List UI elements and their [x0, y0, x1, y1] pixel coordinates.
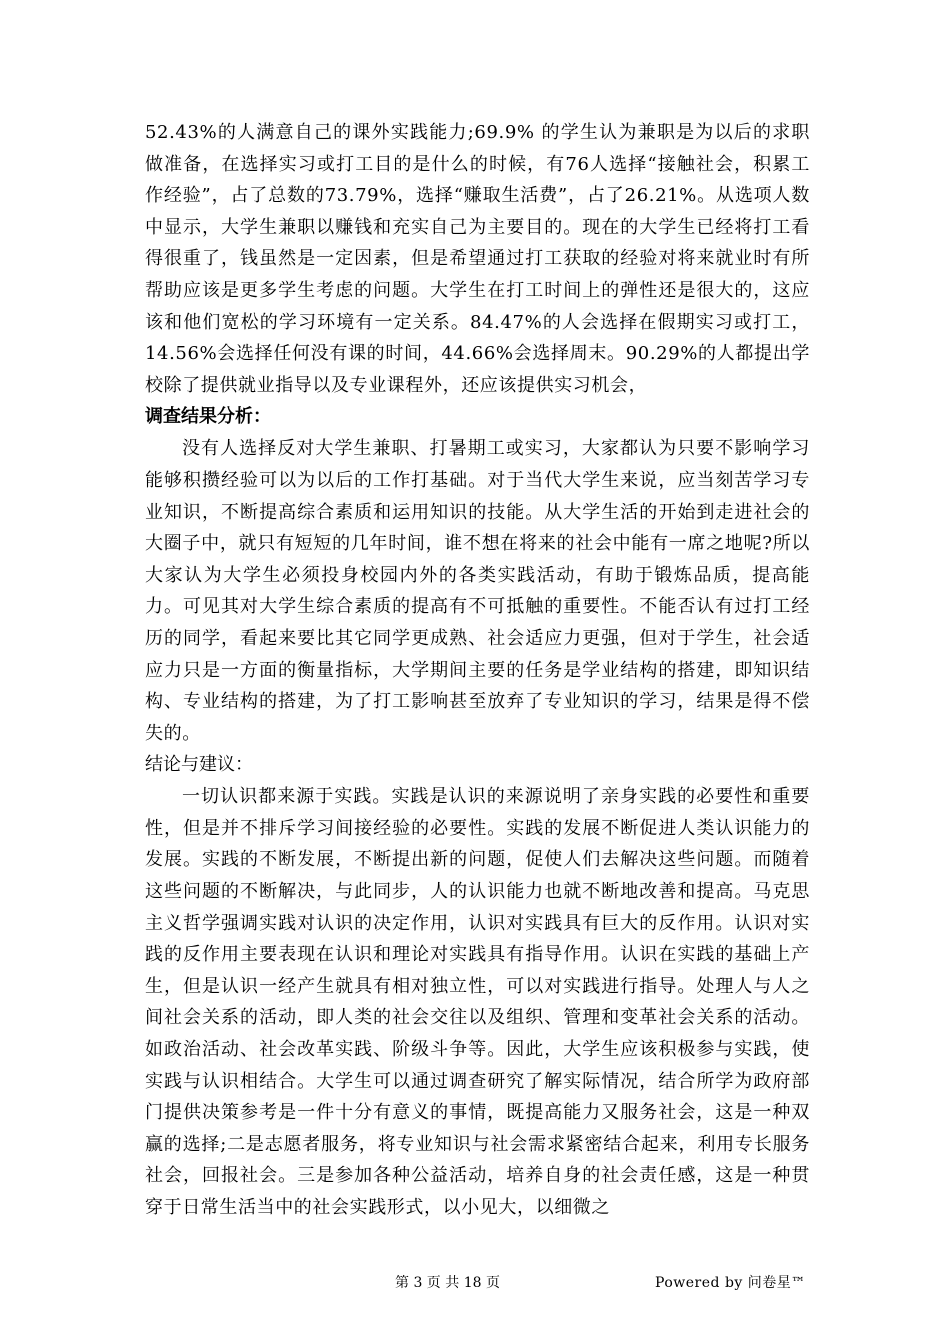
- page-indicator: 第 3 页 共 18 页: [395, 1275, 500, 1291]
- powered-by-label: Powered by 问卷星™: [655, 1275, 806, 1291]
- paragraph-survey-stats: 52.43%的人满意自己的课外实践能力;69.9% 的学生认为兼职是为以后的求职做准备，在选择实习或打工目的是什么的时候，有76人选择“接触社会，积累工作经验”，占了总数的73.79%，选择“赚取生活费”，占了26.21%。从选项人数中显示，大学生兼职以赚钱和充实自己为主要目的。现在的大学生已经将打工看得很重了，钱虽然是一定因素，但是希望通过打工获取的经验对将来就业时有所帮助应该是更多学生考虑的问题。大学生在打工时间上的弹性还是很大的，这应该和他们宽松的学习环境有一定关系。84.47%的人会选择在假期实习或打工，14.56%会选择任何没有课的时间，44.66%会选择周末。90.29%的人都提出学校除了提供就业指导以及专业课程外，还应该提供实习机会，: [145, 122, 810, 396]
- document-body: [145, 117, 810, 1224]
- paragraph-analysis: 没有人选择反对大学生兼职、打暑期工或实习，大家都认为只要不影响学习能够积攒经验可以为以后的工作打基础。对于当代大学生来说，应当刻苦学习专业知识，不断提高综合素质和运用知识的技能。从大学生活的开始到走进社会的大圈子中，就只有短短的几年时间，谁不想在将来的社会中能有一席之地呢?所以大家认为大学生必须投身校园内外的各类实践活动，有助于锻炼品质，提高能力。可见其对大学生综合素质的提高有不可抵触的重要性。不能否认有过打工经历的同学，看起来要比其它同学更成熟、社会适应力更强，但对于学生，社会适应力只是一方面的衡量指标，大学期间主要的任务是学业结构的搭建，即知识结构、专业结构的搭建，为了打工影响甚至放弃了专业知识的学习，结果是得不偿失的。: [145, 438, 810, 744]
- paragraph-conclusion: 一切认识都来源于实践。实践是认识的来源说明了亲身实践的必要性和重要性，但是并不排斥学习间接经验的必要性。实践的发展不断促进人类认识能力的发展。实践的不断发展，不断提出新的问题，促使人们去解决这些问题。而随着这些问题的不断解决，与此同步，人的认识能力也就不断地改善和提高。马克思主义哲学强调实践对认识的决定作用，认识对实践具有巨大的反作用。认识对实践的反作用主要表现在认识和理论对实践具有指导作用。认识在实践的基础上产生，但是认识一经产生就具有相对独立性，可以对实践进行指导。处理人与人之间社会关系的活动，即人类的社会交往以及组织、管理和变革社会关系的活动。如政治活动、社会改革实践、阶级斗争等。因此，大学生应该积极参与实践，使实践与认识相结合。大学生可以通过调查研究了解实际情况，结合所学为政府部门提供决策参考是一件十分有意义的事情，既提高能力又服务社会，这是一种双赢的选择;二是志愿者服务，将专业知识与社会需求紧密结合起来，利用专长服务社会，回报社会。三是参加各种公益活动，培养自身的社会责任感，这是一种贯穿于日常生活当中的社会实践形式，以小见大，以细微之: [145, 786, 810, 1218]
- heading-survey-analysis: 调查结果分析：: [145, 406, 271, 428]
- heading-conclusion: 结论与建议：: [145, 754, 253, 776]
